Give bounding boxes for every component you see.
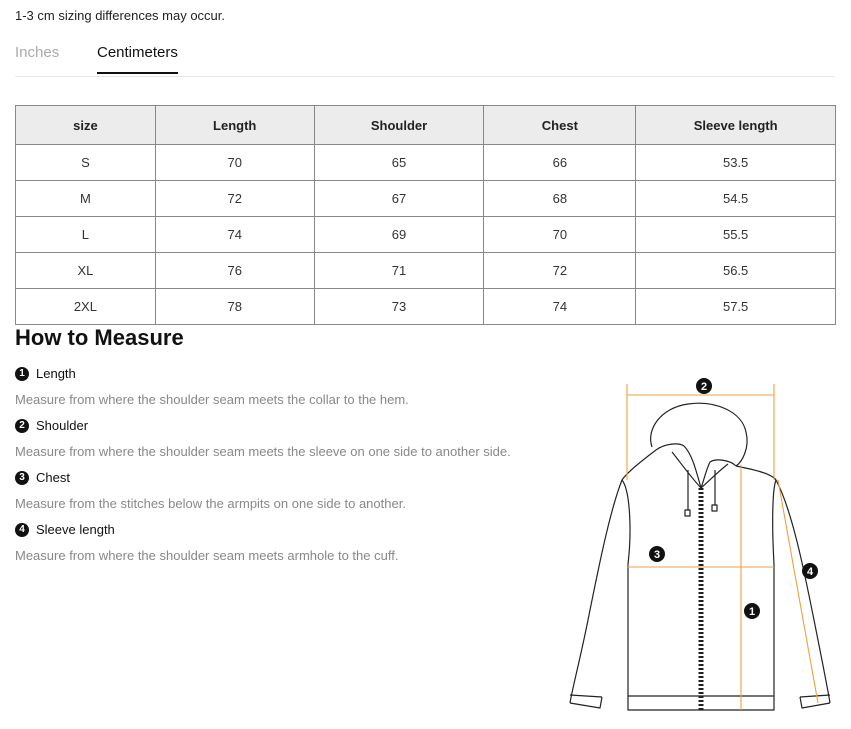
cell: 69 bbox=[314, 217, 484, 253]
cell: XL bbox=[16, 253, 156, 289]
header-sleeve-length: Sleeve length bbox=[636, 106, 836, 145]
cell: 74 bbox=[155, 217, 314, 253]
measure-item-title: Shoulder bbox=[36, 418, 89, 433]
measure-item-title: Length bbox=[36, 366, 76, 381]
svg-text:4: 4 bbox=[806, 566, 814, 578]
measure-item-desc: Measure from the stitches below the armpits on one side to another. bbox=[15, 496, 406, 511]
cell: 70 bbox=[484, 217, 636, 253]
table-header-row bbox=[16, 106, 836, 145]
cell: 70 bbox=[155, 145, 314, 181]
measure-item-desc: Measure from where the shoulder seam meets armhole to the cuff. bbox=[15, 548, 399, 563]
badge-sleeve-icon bbox=[802, 563, 818, 579]
measure-item-length bbox=[15, 366, 409, 407]
size-chart-table bbox=[15, 105, 836, 325]
cell: 78 bbox=[155, 289, 314, 325]
how-to-measure-title: How to Measure bbox=[15, 325, 184, 350]
measure-item-chest bbox=[15, 470, 406, 511]
table-row bbox=[16, 217, 836, 253]
svg-text:2: 2 bbox=[700, 381, 708, 393]
number-badge-icon: 1 bbox=[15, 367, 29, 381]
number-badge-icon: 2 bbox=[15, 419, 29, 433]
cell: 55.5 bbox=[636, 217, 836, 253]
cell: M bbox=[16, 181, 156, 217]
measure-item-title: Chest bbox=[36, 470, 70, 485]
table-row bbox=[16, 181, 836, 217]
cell: 66 bbox=[484, 145, 636, 181]
tab-inches[interactable]: Inches bbox=[15, 44, 60, 61]
cell: S bbox=[16, 145, 156, 181]
table-row bbox=[16, 289, 836, 325]
cell: 56.5 bbox=[636, 253, 836, 289]
measure-item-desc: Measure from where the shoulder seam meets the collar to the hem. bbox=[15, 392, 409, 407]
cell: 73 bbox=[314, 289, 484, 325]
table-row bbox=[16, 145, 836, 181]
cell: 71 bbox=[314, 253, 484, 289]
svg-text:1: 1 bbox=[748, 606, 756, 618]
badge-shoulder-icon bbox=[696, 378, 712, 394]
header-length: Length bbox=[155, 106, 314, 145]
badge-chest-icon bbox=[649, 546, 665, 562]
hoodie-measurement-diagram bbox=[560, 370, 840, 720]
svg-text:3: 3 bbox=[653, 549, 661, 561]
cell: 2XL bbox=[16, 289, 156, 325]
badge-length-icon bbox=[744, 603, 760, 619]
number-badge-icon: 4 bbox=[15, 523, 29, 537]
cell: 53.5 bbox=[636, 145, 836, 181]
cell: L bbox=[16, 217, 156, 253]
cell: 74 bbox=[484, 289, 636, 325]
tab-centimeters[interactable]: Centimeters bbox=[97, 44, 178, 74]
cell: 57.5 bbox=[636, 289, 836, 325]
measure-item-desc: Measure from where the shoulder seam meets the sleeve on one side to another side. bbox=[15, 444, 511, 459]
table-row bbox=[16, 253, 836, 289]
cell: 67 bbox=[314, 181, 484, 217]
sizing-note: 1-3 cm sizing differences may occur. bbox=[15, 8, 226, 23]
header-shoulder: Shoulder bbox=[314, 106, 484, 145]
cell: 72 bbox=[155, 181, 314, 217]
measure-item-sleeve-length bbox=[15, 522, 398, 563]
cell: 65 bbox=[314, 145, 484, 181]
cell: 72 bbox=[484, 253, 636, 289]
number-badge-icon: 3 bbox=[15, 471, 29, 485]
unit-tabs bbox=[15, 40, 835, 77]
cell: 68 bbox=[484, 181, 636, 217]
cell: 54.5 bbox=[636, 181, 836, 217]
header-chest: Chest bbox=[484, 106, 636, 145]
cell: 76 bbox=[155, 253, 314, 289]
measure-item-title: Sleeve length bbox=[36, 522, 115, 537]
header-size: size bbox=[16, 106, 156, 145]
measure-item-shoulder bbox=[15, 418, 511, 459]
